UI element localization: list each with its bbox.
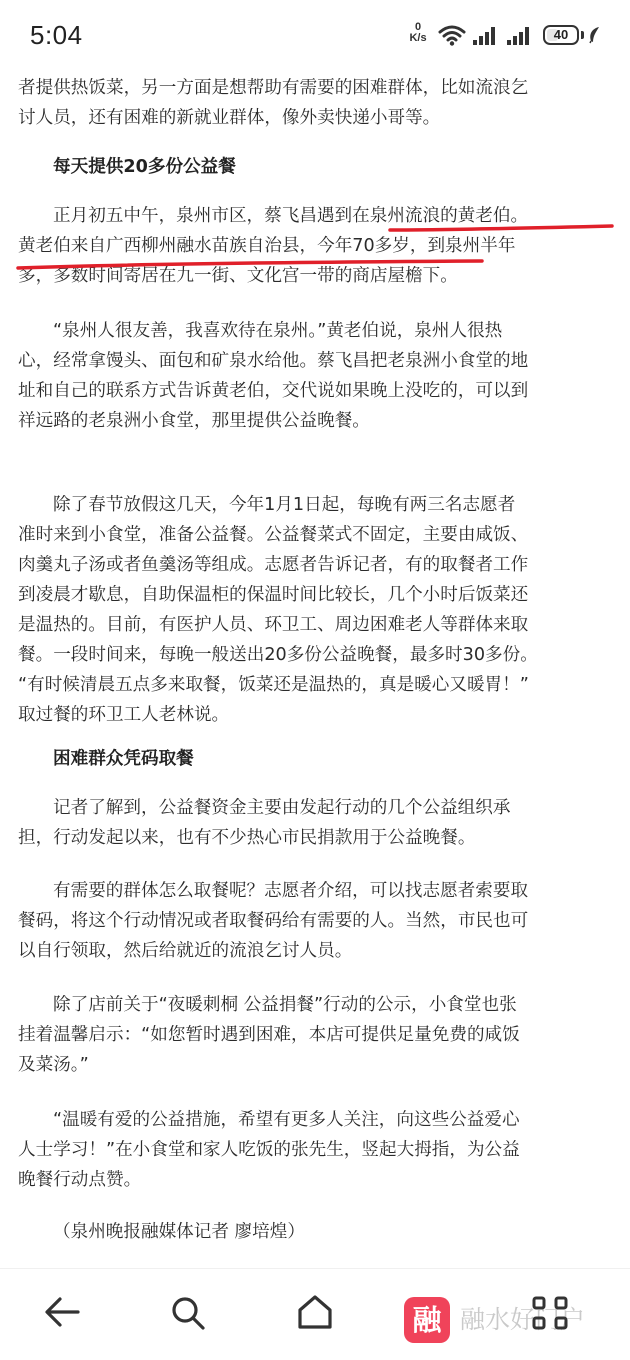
red-underline-annotation bbox=[12, 204, 622, 274]
wifi-icon bbox=[438, 24, 466, 46]
text-line: 多，多数时间寄居在九一街、文化宫一带的商店屋檐下。 bbox=[18, 266, 458, 286]
back-arrow-icon[interactable] bbox=[44, 1295, 82, 1329]
home-icon[interactable] bbox=[296, 1293, 334, 1331]
text-line: 有需要的群体怎么取餐呢？志愿者介绍，可以找志愿者索要取 bbox=[53, 881, 529, 901]
section-heading: 困难群众凭码取餐 bbox=[53, 749, 194, 769]
text-line: 以自行领取，然后给就近的流浪乞讨人员。 bbox=[18, 941, 353, 961]
paragraph bbox=[18, 1105, 614, 1195]
text-line: 及菜汤。” bbox=[18, 1055, 89, 1075]
text-line: 讨人员，还有困难的新就业群体，像外卖快递小哥等。 bbox=[18, 108, 441, 128]
text-line: “泉州人很友善，我喜欢待在泉州。”黄老伯说，泉州人很热 bbox=[53, 321, 503, 341]
status-bar bbox=[0, 0, 630, 70]
text-line: 人士学习！”在小食堂和家人吃饭的张先生，竖起大拇指，为公益 bbox=[18, 1140, 520, 1160]
text-line: 准时来到小食堂，准备公益餐。公益餐菜式不固定，主要由咸饭、 bbox=[18, 525, 529, 545]
text-line: 正月初五中午，泉州市区，蔡飞昌遇到在泉州流浪的黄老伯。 bbox=[53, 206, 529, 226]
network-speed-unit: K/s bbox=[409, 32, 427, 44]
text-line: 取过餐的环卫工人老林说。 bbox=[18, 705, 230, 725]
paragraph bbox=[18, 990, 614, 1080]
text-line: 除了店前关于“夜暖刺桐 公益捐餐”行动的公示，小食堂也张 bbox=[53, 995, 517, 1015]
text-line: 晚餐行动点赞。 bbox=[18, 1170, 142, 1190]
section-heading: 每天提供20多份公益餐 bbox=[53, 157, 236, 177]
text-line: 黄老伯来自广西柳州融水苗族自治县，今年70多岁，到泉州半年 bbox=[18, 236, 516, 256]
text-line: 肉羹丸子汤或者鱼羹汤等组成。志愿者告诉记者，有的取餐者工作 bbox=[18, 555, 529, 575]
text-line: 除了春节放假这几天，今年1月1日起，每晚有两三名志愿者 bbox=[53, 495, 516, 515]
paragraph bbox=[18, 793, 614, 853]
battery-cap bbox=[581, 31, 584, 39]
text-line: 挂着温馨启示：“如您暂时遇到困难，本店可提供足量免费的咸饭 bbox=[18, 1025, 520, 1045]
paragraph bbox=[18, 876, 614, 966]
text-line: “温暖有爱的公益措施，希望有更多人关注，向这些公益爱心 bbox=[53, 1110, 520, 1130]
brand-watermark-text: 融水好门户 bbox=[460, 1305, 586, 1334]
paragraph bbox=[18, 73, 614, 133]
byline: （泉州晚报融媒体记者 廖培煌） bbox=[53, 1222, 305, 1242]
text-line: 餐。一段时间来，每晚一般送出20多份公益晚餐，最多时30多份。 bbox=[18, 645, 538, 665]
text-line: 址和自己的联系方式告诉黄老伯，交代说如果晚上没吃的，可以到 bbox=[18, 381, 529, 401]
text-line: “有时候清晨五点多来取餐，饭菜还是温热的，真是暖心又暖胃！” bbox=[18, 675, 529, 695]
bottom-navigation-bar bbox=[0, 1268, 630, 1360]
battery-icon bbox=[543, 25, 579, 45]
signal-icon-secondary bbox=[506, 24, 534, 46]
text-line: 到凌晨才歇息，自助保温柜的保温时间比较长，几个小时后饭菜还 bbox=[18, 585, 529, 605]
text-line: 记者了解到，公益餐资金主要由发起行动的几个公益组织承 bbox=[53, 798, 511, 818]
status-time: 5:04 bbox=[30, 20, 83, 50]
more-grid-icon[interactable] bbox=[532, 1296, 568, 1330]
signal-icon bbox=[472, 24, 500, 46]
paragraph bbox=[18, 490, 614, 730]
brand-logo-badge[interactable]: 融 bbox=[404, 1297, 450, 1343]
text-line: 祥远路的老泉洲小食堂，那里提供公益晚餐。 bbox=[18, 411, 370, 431]
battery-level: 40 bbox=[553, 27, 569, 42]
power-saving-leaf-icon bbox=[588, 26, 602, 44]
network-speed bbox=[406, 22, 430, 44]
search-icon[interactable] bbox=[170, 1295, 206, 1331]
text-line: 担，行动发起以来，也有不少热心市民捐款用于公益晚餐。 bbox=[18, 828, 476, 848]
network-speed-value: 0 bbox=[414, 21, 422, 33]
text-line: 餐码，将这个行动情况或者取餐码给有需要的人。当然，市民也可 bbox=[18, 911, 529, 931]
text-line: 是温热的。目前，有医护人员、环卫工、周边困难老人等群体来取 bbox=[18, 615, 529, 635]
text-line: 心，经常拿馒头、面包和矿泉水给他。蔡飞昌把老泉洲小食堂的地 bbox=[18, 351, 529, 371]
paragraph bbox=[18, 316, 614, 436]
text-line: 者提供热饭菜，另一方面是想帮助有需要的困难群体，比如流浪乞 bbox=[18, 78, 529, 98]
